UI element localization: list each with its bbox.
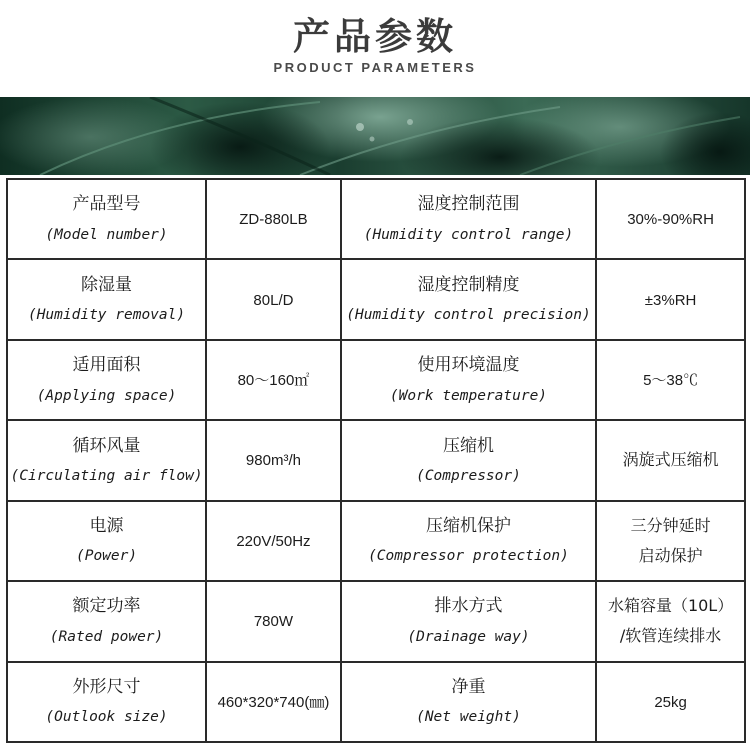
- label-cn: 外形尺寸: [72, 676, 141, 697]
- label-cn: 循环风量: [72, 435, 141, 456]
- value-line: 启动保护: [638, 545, 703, 565]
- leaf-banner-image: [0, 97, 750, 175]
- value-text: 220V/50Hz: [236, 532, 311, 550]
- label-cn: 使用环境温度: [417, 355, 520, 376]
- label-cell: [341, 340, 596, 420]
- label-cell: [7, 662, 206, 742]
- label-en: (Power): [75, 548, 138, 565]
- label-cell: [341, 501, 596, 581]
- label-cn: 除湿量: [81, 274, 133, 295]
- label-cell: [341, 581, 596, 661]
- label-en: (Humidity control range): [363, 226, 574, 243]
- label-cell: [341, 259, 596, 339]
- label-cn: 压缩机: [442, 435, 494, 456]
- value-text: ZD-880LB: [239, 211, 308, 229]
- label-cell: [7, 179, 206, 259]
- label-cn: 净重: [451, 676, 486, 697]
- value-cell: [206, 340, 341, 420]
- value-cell: [206, 259, 341, 339]
- label-cell: [341, 420, 596, 500]
- value-cell: [596, 420, 745, 500]
- label-cn: 湿度控制范围: [417, 194, 520, 215]
- label-cn: 电源: [89, 516, 124, 536]
- label-en: (Outlook size): [45, 709, 168, 726]
- value-text: 30%-90%RH: [627, 211, 714, 229]
- table-row: [7, 420, 745, 500]
- label-cn: 排水方式: [434, 596, 503, 617]
- value-cell: [596, 340, 745, 420]
- label-en: (Circulating air flow): [10, 467, 203, 484]
- value-text: 25kg: [654, 693, 687, 711]
- label-cell: [7, 259, 206, 339]
- value-cell: [596, 501, 745, 581]
- table-row: [7, 662, 745, 742]
- table-row: [7, 259, 745, 339]
- value-text: 460*320*740(㎜): [217, 693, 330, 711]
- value-text: ±3%RH: [644, 291, 697, 309]
- value-text: [597, 591, 744, 652]
- value-text: 80L/D: [253, 291, 294, 309]
- table-row: [7, 501, 745, 581]
- value-cell: [206, 179, 341, 259]
- label-en: (Rated power): [49, 628, 164, 645]
- label-en: (Compressor): [416, 467, 521, 484]
- value-cell: [206, 420, 341, 500]
- label-en: (Humidity removal): [27, 307, 186, 324]
- value-text: [597, 511, 744, 572]
- value-cell: [596, 662, 745, 742]
- value-cell: [206, 581, 341, 661]
- label-cn: 适用面积: [72, 355, 141, 376]
- page-title: 产品参数: [293, 14, 457, 58]
- label-cell: [7, 420, 206, 500]
- label-cell: [7, 581, 206, 661]
- value-text: 80～160㎡: [237, 372, 310, 390]
- page-subtitle: PRODUCT PARAMETERS: [273, 60, 477, 75]
- value-line: 三分钟延时: [630, 515, 711, 535]
- value-cell: [596, 581, 745, 661]
- value-text: 980m³/h: [245, 452, 301, 470]
- parameters-table: [6, 178, 746, 743]
- label-en: (Work temperature): [389, 387, 548, 404]
- table-row: [7, 340, 745, 420]
- label-en: (Model number): [45, 226, 168, 243]
- value-line: 水箱容量（10L）: [607, 595, 734, 615]
- label-cn: 压缩机保护: [425, 516, 511, 536]
- value-text: 5～38℃: [643, 372, 699, 390]
- label-en: (Applying space): [36, 387, 177, 404]
- value-text: 780W: [253, 613, 294, 631]
- label-cell: [7, 501, 206, 581]
- label-cn: 额定功率: [72, 596, 141, 617]
- label-en: (Net weight): [416, 709, 521, 726]
- value-line: /软管连续排水: [619, 626, 722, 646]
- page-header: [0, 0, 750, 97]
- value-cell: [206, 501, 341, 581]
- value-cell: [596, 259, 745, 339]
- value-cell: [206, 662, 341, 742]
- table-row: [7, 581, 745, 661]
- table-row: [7, 179, 745, 259]
- label-cell: [7, 340, 206, 420]
- label-en: (Humidity control precision): [346, 307, 591, 324]
- label-cell: [341, 179, 596, 259]
- label-cell: [341, 662, 596, 742]
- label-cn: 湿度控制精度: [417, 274, 520, 295]
- value-cell: [596, 179, 745, 259]
- value-text: 涡旋式压缩机: [622, 450, 719, 470]
- label-en: (Drainage way): [407, 628, 530, 645]
- label-cn: 产品型号: [72, 194, 141, 215]
- label-en: (Compressor protection): [368, 548, 569, 565]
